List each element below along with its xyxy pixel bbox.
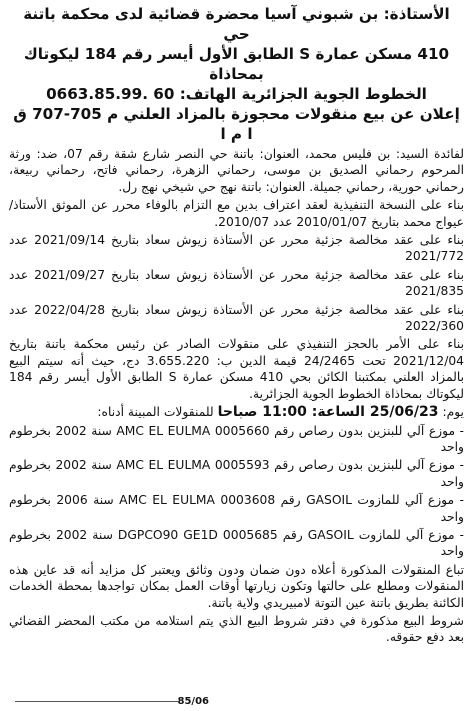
basis-paragraph-1: بناء على النسخة التنفيذية لعقد اعتراف بدين مع التزام بالوفاء محرر عن الموثق الأستاذ/ عيواج محمد بتاريخ 2010/01/07 عدد 2010/07. xyxy=(9,198,464,229)
footer-divider xyxy=(15,701,178,702)
bailiff-name-line: الأستاذة: بن شبوني آسيا محضرة قضائية لدى محكمة باتنة حي xyxy=(23,5,450,43)
list-item: - موزع آلي للبنزين بدون رصاص رقم AMC EL EULMA 0005660 سنة 2002 بخرطوم واحد xyxy=(9,423,464,454)
notice-title: إعلان عن بيع منقولات محجوزة بالمزاد العلني م 705-707 ق ا م ا xyxy=(13,105,460,143)
conditions-paragraph: تباع المنقولات المذكورة أعلاه دون ضمان ودون وثائق ويعتبر كل مزايد أنه قد عاين هذه المنقولات ومطلع على حالتها وتكون زيارتها أوقات العمل بمكان تواجدها بمحطة الخدمات الكائنة بطريق باتنة عين التوتة لامبيريدي ولاية باتنة. xyxy=(9,562,464,610)
seizure-order-paragraph: بناء على الأمر بالحجز التنفيذي على منقولات الصادر عن رئيس محكمة باتنة بتاريخ 2021/12/04 تحت 24/2465 قيمة الدين ب: 3.655.220 دج، حيث أنه سيتم البيع بالمزاد العلني بمكتبنا الكائن بحي 410 مسكن عمارة S الطابق الأول أيسر رقم 184 ليكوتاك بمحاذاة الخطوط الجوية الجزائرية. xyxy=(9,337,464,401)
notice-header xyxy=(9,4,464,144)
bailiff-phone-line: الخطوط الجوية الجزائرية الهاتف: 60 .0663.85.99 xyxy=(46,85,427,103)
notice-footer xyxy=(9,696,209,707)
bailiff-address-line: 410 مسكن عمارة S الطابق الأول أيسر رقم 184 ليكوتاك بمحاذاة xyxy=(23,45,450,83)
list-item: - موزع آلي للبنزين بدون رصاص رقم AMC EL EULMA 0005593 سنة 2002 بخرطوم واحد xyxy=(9,458,464,489)
list-item: - موزع آلي للمازوت GASOIL رقم AMC EL EULMA 0003608 سنة 2006 بخرطوم واحد xyxy=(9,493,464,524)
notice-body xyxy=(9,146,464,646)
basis-paragraph-4: بناء على عقد مخالصة جزئية محرر عن الأستاذة زيوش سعاد بتاريخ 2022/04/28 عدد 2022/360 xyxy=(9,302,464,334)
sale-date-line xyxy=(9,404,464,420)
sale-date-time: 25/06/23 الساعة: 11:00 صباحا xyxy=(217,404,439,421)
sale-date-suffix: للمنقولات المبينة أدناه: xyxy=(97,405,214,420)
reference-code: 85/06 xyxy=(177,696,209,707)
parties-paragraph: لفائدة السيد: بن فليس محمد، العنوان: باتنة حي النصر شارع شقة رقم 07، ضد: ورثة المرحوم رحماني الصديق بن موسى، رحماني الزهرة، رحماني فاتح، رحماني ربيعة، رحماني حورية، رحماني جميلة. العنوان: باتنة نهج حي شيخي نهج رل. xyxy=(9,147,464,194)
basis-paragraph-2: بناء على عقد مخالصة جزئية محرر عن الأستاذة زيوش سعاد بتاريخ 2021/09/14 عدد 2021/772 xyxy=(9,233,464,264)
list-item: - موزع آلي للمازوت GASOIL رقم 0005685 DGPCO90 GE1D سنة 2002 بخرطوم واحد xyxy=(9,527,464,559)
basis-paragraph-3: بناء على عقد مخالصة جزئية محرر عن الأستاذة زيوش سعاد بتاريخ 2021/09/27 عدد 2021/835 xyxy=(9,267,464,299)
terms-paragraph: شروط البيع مذكورة في دفتر شروط البيع الذي يتم استلامه من مكتب المحضر القضائي بعد دفع حقوقه. xyxy=(9,613,464,645)
sale-date-prefix: يوم: xyxy=(442,405,464,420)
